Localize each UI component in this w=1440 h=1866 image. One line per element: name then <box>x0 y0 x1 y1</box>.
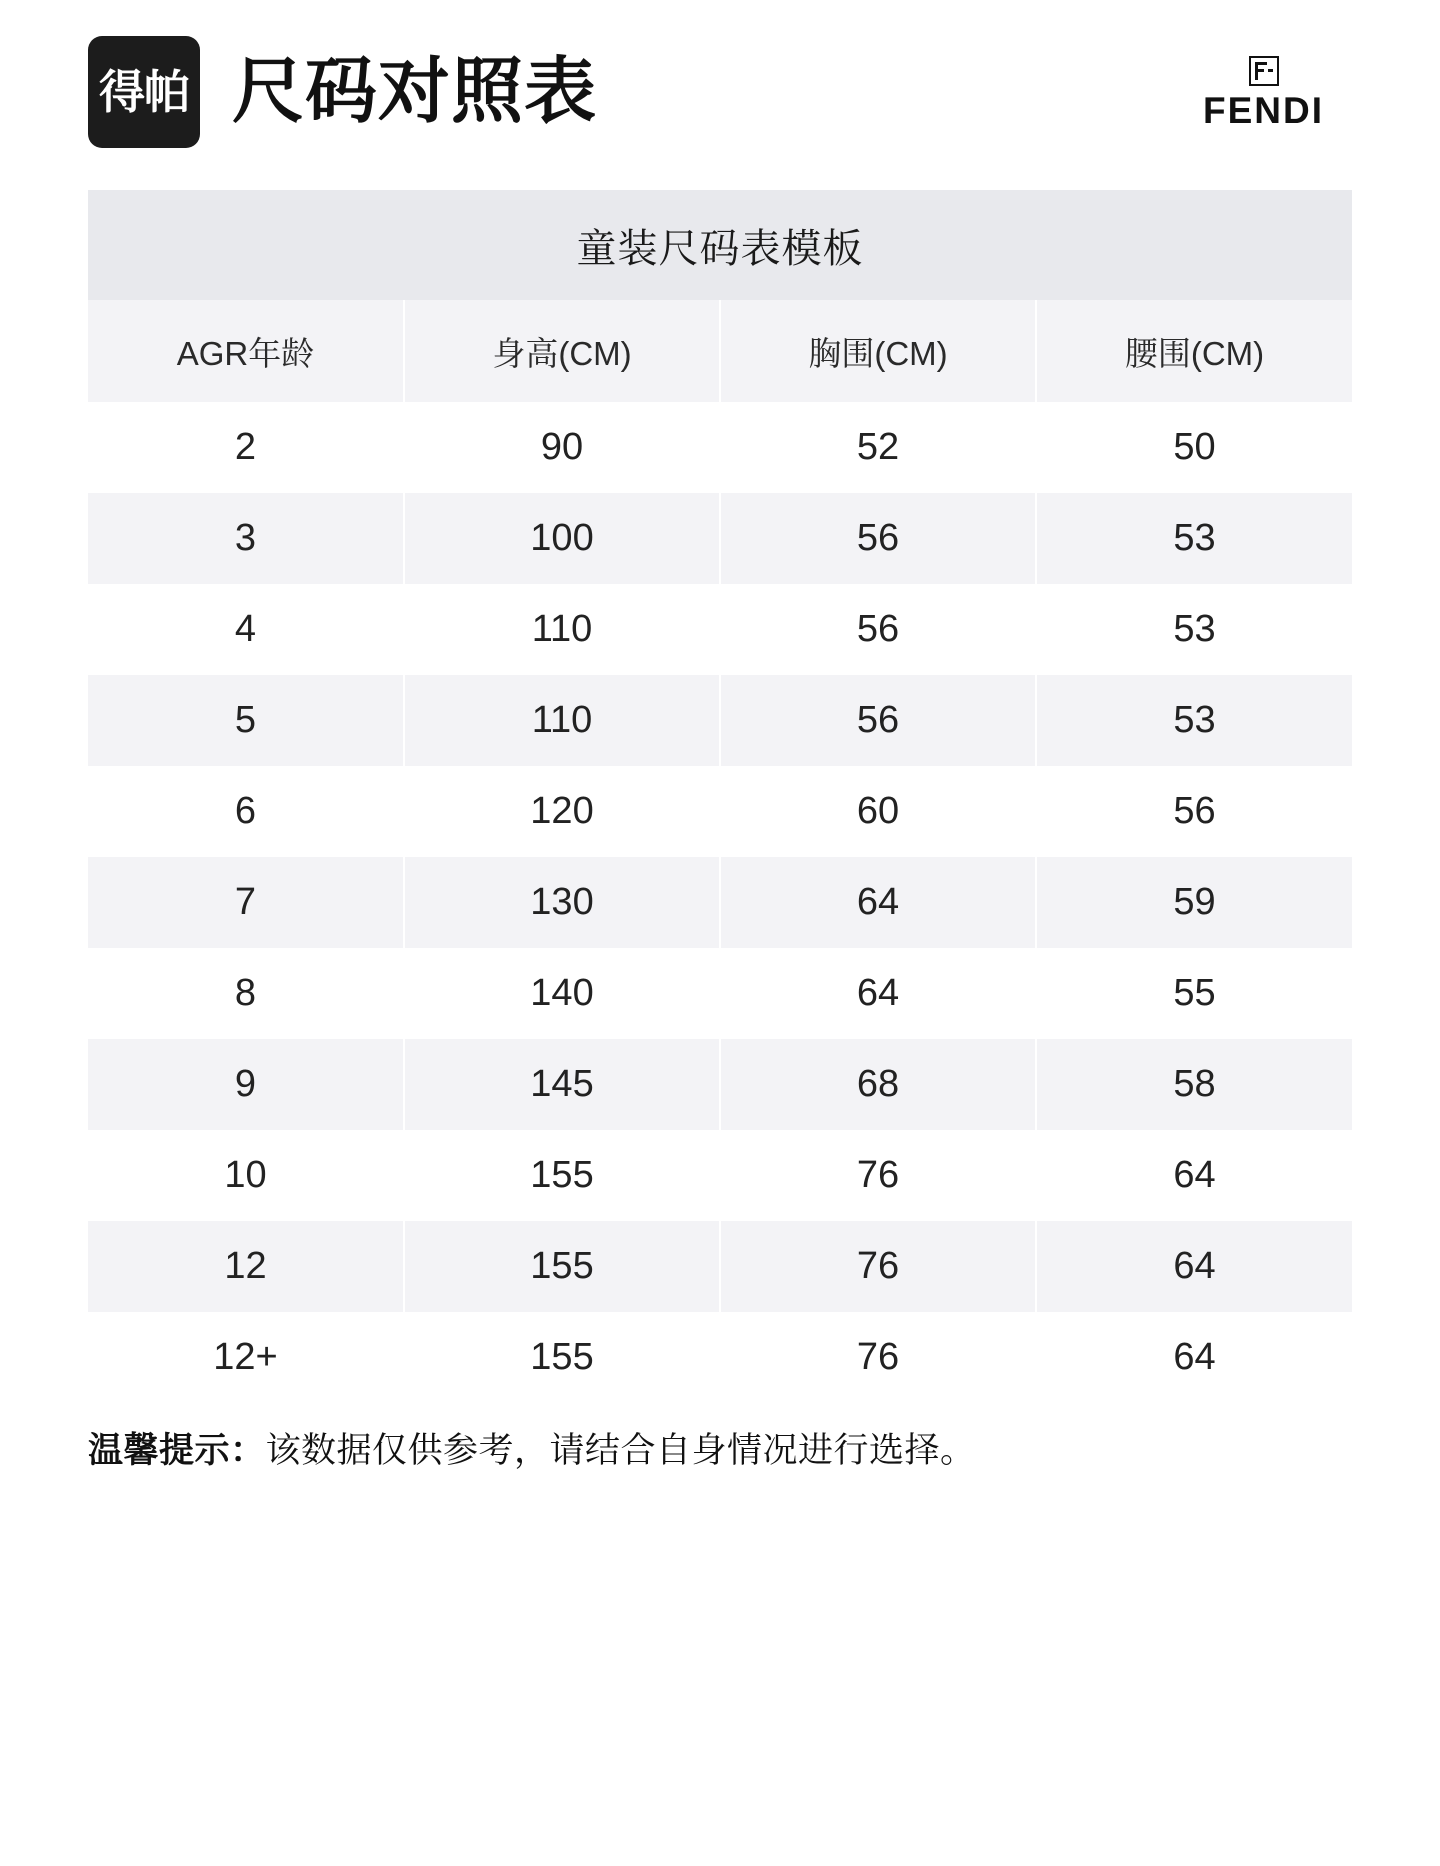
cell-height: 140 <box>404 948 720 1039</box>
cell-waist: 58 <box>1036 1039 1352 1130</box>
cell-age: 12 <box>88 1221 404 1312</box>
cell-height: 120 <box>404 766 720 857</box>
cell-height: 155 <box>404 1221 720 1312</box>
cell-age: 6 <box>88 766 404 857</box>
cell-height: 155 <box>404 1130 720 1221</box>
table-row <box>88 1312 1352 1403</box>
cell-chest: 56 <box>720 493 1036 584</box>
footer-note-label: 温馨提示： <box>88 1431 266 1470</box>
cell-chest: 76 <box>720 1221 1036 1312</box>
table-row <box>88 584 1352 675</box>
table-header-row <box>88 300 1352 402</box>
cell-chest: 64 <box>720 857 1036 948</box>
shop-logo-badge <box>88 36 200 148</box>
cell-waist: 53 <box>1036 493 1352 584</box>
table-row <box>88 1221 1352 1312</box>
brand-logo <box>1203 56 1352 129</box>
fendi-ff-icon <box>1203 56 1324 86</box>
cell-age: 10 <box>88 1130 404 1221</box>
footer-note-text: 该数据仅供参考，请结合自身情况进行选择。 <box>265 1431 976 1470</box>
column-header-age: AGR年龄 <box>88 300 404 402</box>
table-row <box>88 493 1352 584</box>
cell-chest: 60 <box>720 766 1036 857</box>
cell-waist: 53 <box>1036 675 1352 766</box>
cell-chest: 52 <box>720 402 1036 493</box>
cell-waist: 55 <box>1036 948 1352 1039</box>
cell-chest: 56 <box>720 675 1036 766</box>
page-header <box>88 0 1352 170</box>
cell-waist: 64 <box>1036 1130 1352 1221</box>
table-header <box>88 300 1352 402</box>
cell-age: 4 <box>88 584 404 675</box>
cell-age: 7 <box>88 857 404 948</box>
column-header-height: 身高(CM) <box>404 300 720 402</box>
cell-chest: 56 <box>720 584 1036 675</box>
cell-chest: 76 <box>720 1312 1036 1403</box>
cell-waist: 59 <box>1036 857 1352 948</box>
cell-age: 5 <box>88 675 404 766</box>
table-row <box>88 857 1352 948</box>
cell-age: 12+ <box>88 1312 404 1403</box>
cell-height: 110 <box>404 584 720 675</box>
table-body <box>88 402 1352 1403</box>
column-header-chest: 胸围(CM) <box>720 300 1036 402</box>
cell-height: 130 <box>404 857 720 948</box>
table-row <box>88 948 1352 1039</box>
cell-waist: 56 <box>1036 766 1352 857</box>
cell-chest: 64 <box>720 948 1036 1039</box>
table-row <box>88 402 1352 493</box>
table-row <box>88 1039 1352 1130</box>
cell-height: 90 <box>404 402 720 493</box>
cell-chest: 68 <box>720 1039 1036 1130</box>
cell-height: 145 <box>404 1039 720 1130</box>
brand-name: FENDI <box>1203 89 1324 131</box>
cell-height: 155 <box>404 1312 720 1403</box>
page-title: 尺码对照表 <box>232 52 598 132</box>
table-title: 童装尺码表模板 <box>88 190 1352 300</box>
cell-age: 9 <box>88 1039 404 1130</box>
cell-age: 3 <box>88 493 404 584</box>
cell-age: 8 <box>88 948 404 1039</box>
cell-waist: 53 <box>1036 584 1352 675</box>
footer-note <box>88 1429 1352 1473</box>
cell-waist: 50 <box>1036 402 1352 493</box>
cell-height: 110 <box>404 675 720 766</box>
cell-age: 2 <box>88 402 404 493</box>
size-table <box>88 300 1352 1403</box>
table-row <box>88 675 1352 766</box>
table-row <box>88 766 1352 857</box>
column-header-waist: 腰围(CM) <box>1036 300 1352 402</box>
cell-waist: 64 <box>1036 1312 1352 1403</box>
table-row <box>88 1130 1352 1221</box>
size-table-section <box>88 190 1352 1403</box>
cell-chest: 76 <box>720 1130 1036 1221</box>
cell-waist: 64 <box>1036 1221 1352 1312</box>
shop-logo-text: 得帕 <box>99 65 189 119</box>
cell-height: 100 <box>404 493 720 584</box>
